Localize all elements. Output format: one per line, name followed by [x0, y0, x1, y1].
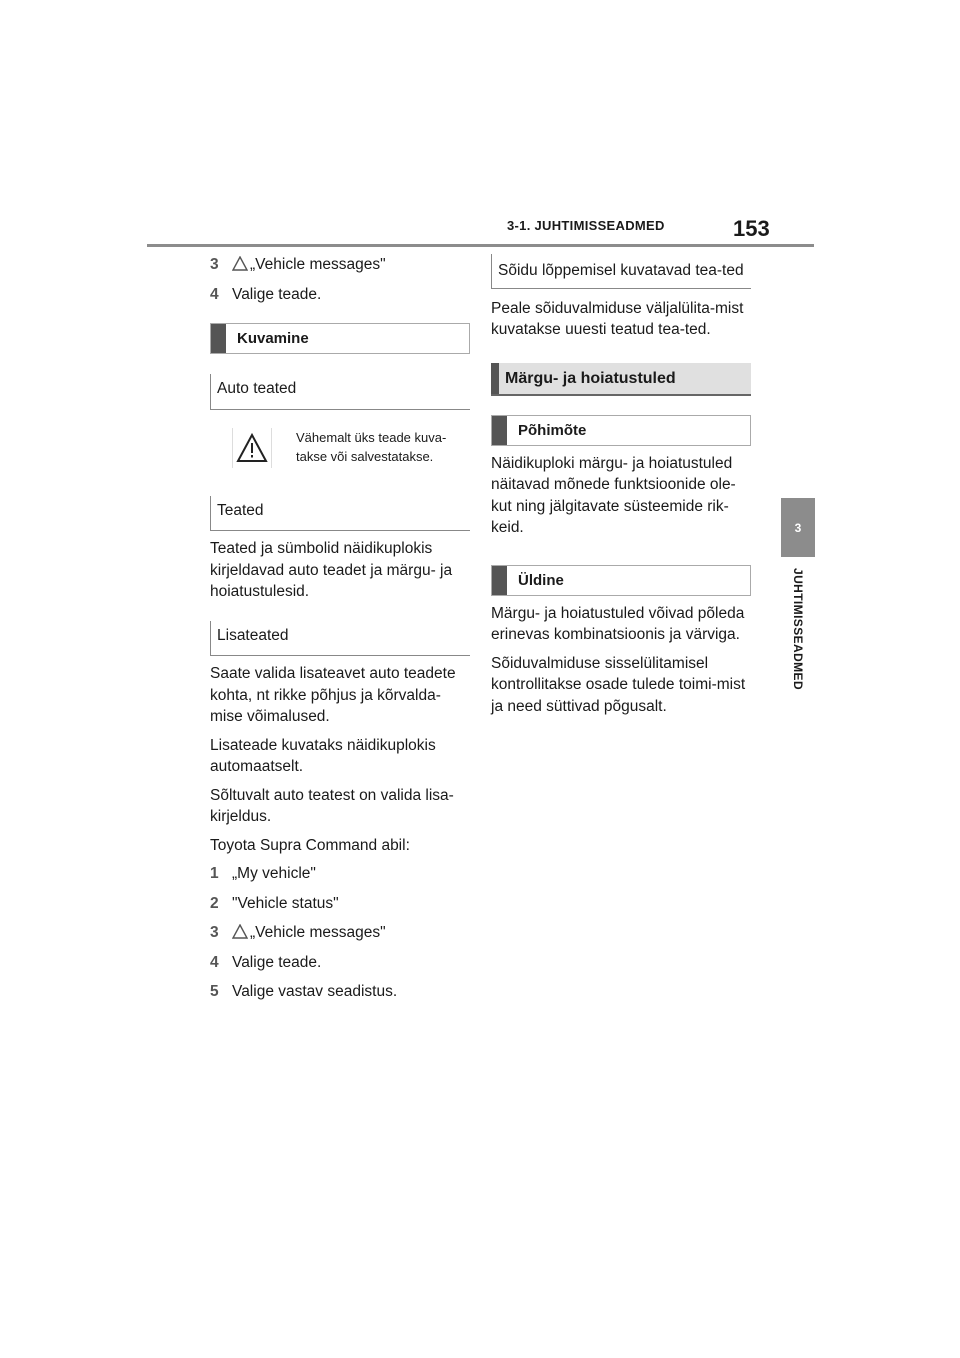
step-item: 2 "Vehicle status"	[210, 894, 339, 912]
chapter-side-title: JUHTIMISSEADMED	[791, 568, 805, 691]
warning-triangle-icon	[232, 924, 248, 939]
paragraph: Teated ja sümbolid näidikuplokis kirjeldavad auto teadet ja märgu- ja hoiatustulesid.	[210, 540, 453, 600]
chapter-tab: 3	[781, 498, 815, 557]
step-item: 3 „Vehicle messages"	[210, 256, 386, 273]
left-column	[210, 254, 470, 1011]
page-number: 153	[733, 216, 770, 241]
paragraph: Toyota Supra Command abil:	[210, 836, 410, 854]
icon-description-row	[210, 428, 470, 468]
step-item: 3 „Vehicle messages"	[210, 924, 386, 941]
paragraph: Saate valida lisateavet auto teadete kohta, nt rikke põhjus ja kõrvalda-mise võimalused.	[210, 665, 456, 725]
heading-margu-ja-hoiatustuled: Märgu- ja hoiatustuled	[491, 363, 751, 396]
warning-triangle-icon	[232, 256, 248, 271]
heading-soidu-loppemisel: Sõidu lõppemisel kuvatavad tea-ted	[491, 254, 751, 289]
icon-description: Vähemalt üks teade kuva-takse või salvestatakse.	[296, 429, 447, 464]
heading-uldine: Üldine	[491, 565, 751, 596]
heading-auto-teated: Auto teated	[210, 374, 470, 410]
header-rule	[147, 244, 814, 247]
paragraph: Sõiduvalmiduse sisselülitamisel kontrollitakse osade tulede toimi-mist ja need süttivad põgusalt.	[491, 654, 746, 715]
warning-triangle-icon	[232, 428, 272, 468]
heading-teated: Teated	[210, 496, 470, 532]
paragraph: Märgu- ja hoiatustuled võivad põleda erinevas kombinatsioonis ja värviga.	[491, 604, 745, 643]
step-item: 1 „My vehicle"	[210, 865, 316, 882]
section-title: 3-1. JUHTIMISSEADMED	[507, 218, 665, 233]
paragraph: Lisateade kuvataks näidikuplokis automaatselt.	[210, 736, 436, 775]
heading-lisateated: Lisateated	[210, 621, 470, 657]
step-item: 4 Valige teade.	[210, 953, 322, 971]
heading-pohimote: Põhimõte	[491, 415, 751, 446]
right-column	[491, 254, 751, 724]
step-item: 5 Valige vastav seadistus.	[210, 983, 398, 1000]
paragraph: Peale sõiduvalmiduse väljalülita-mist kuvatakse uuesti teatud tea-ted.	[491, 299, 744, 338]
paragraph: Näidikuploki märgu- ja hoiatustuled näitavad mõnede funktsioonide ole-kut ning jälgitavate süsteemide rik-keid.	[491, 454, 736, 536]
heading-kuvamine: Kuvamine	[210, 323, 470, 354]
paragraph: Sõltuvalt auto teatest on valida lisa-kirjeldus.	[210, 786, 454, 825]
step-item: 4 Valige teade.	[210, 285, 322, 303]
